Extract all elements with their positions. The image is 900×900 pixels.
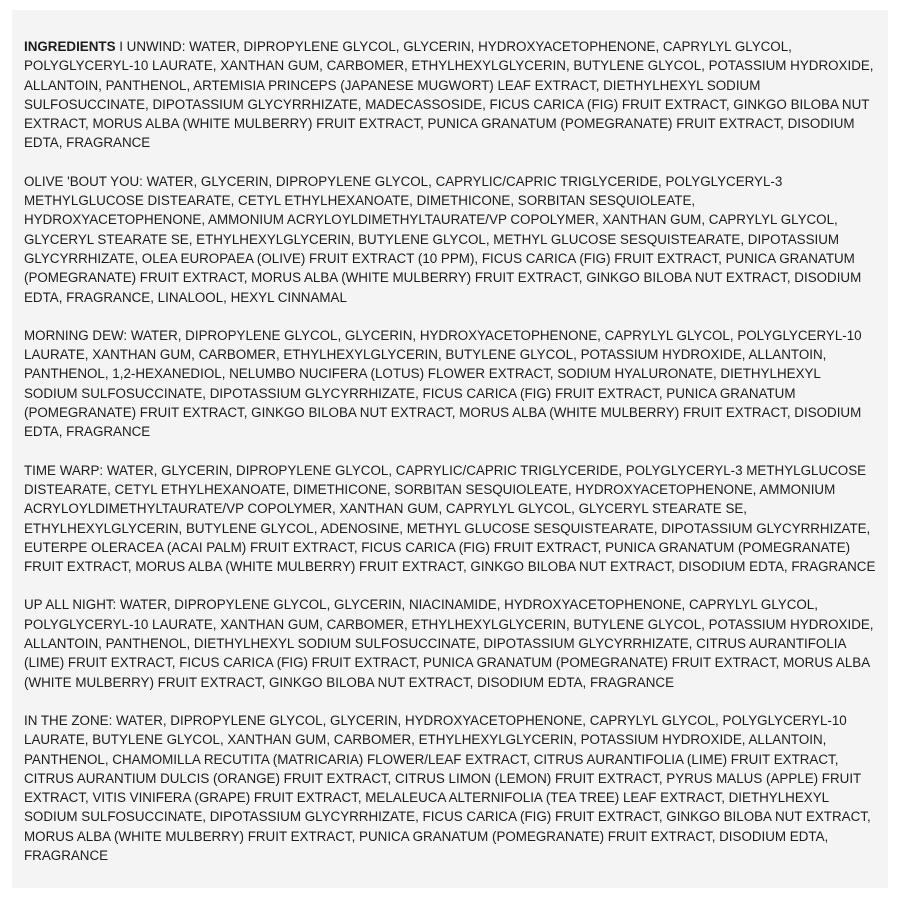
ingredients-heading: INGREDIENTS xyxy=(24,39,116,54)
ingredients-section-olive-bout-you xyxy=(24,172,876,307)
section-text-up-all-night: UP ALL NIGHT: WATER, DIPROPYLENE GLYCOL, GLYCERIN, NIACINAMIDE, HYDROXYACETOPHENONE, CAPRYLYL GLYCOL, POLYGLYCERYL-10 LAURATE, XANTHAN GUM, CARBOMER, ETHYLHEXYLGLYCERIN, BUTYLENE GLYCOL, POTASSIUM HYDROXIDE, ALLANTOIN, PANTHENOL, DIETHYLHEXYL SODIUM SULFOSUCCINATE, DIPOTASSIUM GLYCYRRHIZATE, CITRUS AURANTIFOLIA (LIME) FRUIT EXTRACT, FICUS CARICA (FIG) FRUIT EXTRACT, PUNICA GRANATUM (POMEGRANATE) FRUIT EXTRACT, MORUS ALBA (WHITE MULBERRY) FRUIT EXTRACT, GINKGO BILOBA NUT EXTRACT, DISODIUM EDTA, FRAGRANCE xyxy=(24,597,874,690)
section-text-time-warp: TIME WARP: WATER, GLYCERIN, DIPROPYLENE GLYCOL, CAPRYLIC/CAPRIC TRIGLYCERIDE, POLYGLYCERYL-3 METHYLGLUCOSE DISTEARATE, CETYL ETHYLHEXANOATE, DIMETHICONE, SORBITAN SESQUIOLEATE, HYDROXYACETOPHENONE, AMMONIUM ACRYLOYLDIMETHYLTAURATE/VP COPOLYMER, XANTHAN GUM, CAPRYLYL GLYCOL, GLYCERYL STEARATE SE, ETHYLHEXYLGLYCERIN, BUTYLENE GLYCOL, ADENOSINE, METHYL GLUCOSE SESQUISTEARATE, DIPOTASSIUM GLYCYRRHIZATE, EUTERPE OLERACEA (ACAI PALM) FRUIT EXTRACT, FICUS CARICA (FIG) FRUIT EXTRACT, PUNICA GRANATUM (POMEGRANATE) FRUIT EXTRACT, MORUS ALBA (WHITE MULBERRY) FRUIT EXTRACT, GINKGO BILOBA NUT EXTRACT, DISODIUM EDTA, FRAGRANCE xyxy=(24,462,876,575)
section-text-unwind: I UNWIND: WATER, DIPROPYLENE GLYCOL, GLYCERIN, HYDROXYACETOPHENONE, CAPRYLYL GLYCOL, POLYGLYCERYL-10 LAURATE, XANTHAN GUM, CARBOMER, ETHYLHEXYLGLYCERIN, BUTYLENE GLYCOL, POTASSIUM HYDROXIDE, ALLANTOIN, PANTHENOL, ARTEMISIA PRINCEPS (JAPANESE MUGWORT) LEAF EXTRACT, DIETHYLHEXYL SODIUM SULFOSUCCINATE, DIPOTASSIUM GLYCYRRHIZATE, MADECASSOSIDE, FICUS CARICA (FIG) FRUIT EXTRACT, GINKGO BILOBA NUT EXTRACT, MORUS ALBA (WHITE MULBERRY) FRUIT EXTRACT, PUNICA GRANATUM (POMEGRANATE) FRUIT EXTRACT, DISODIUM EDTA, FRAGRANCE xyxy=(24,39,874,151)
section-text-morning-dew: MORNING DEW: WATER, DIPROPYLENE GLYCOL, GLYCERIN, HYDROXYACETOPHENONE, CAPRYLYL GLYCOL, POLYGLYCERYL-10 LAURATE, XANTHAN GUM, CARBOMER, ETHYLHEXYLGLYCERIN, BUTYLENE GLYCOL, POTASSIUM HYDROXIDE, ALLANTOIN, PANTHENOL, 1,2-HEXANEDIOL, NELUMBO NUCIFERA (LOTUS) FLOWER EXTRACT, SODIUM HYALURONATE, DIETHYLHEXYL SODIUM SULFOSUCCINATE, DIPOTASSIUM GLYCYRRHIZATE, FICUS CARICA (FIG) FRUIT EXTRACT, PUNICA GRANATUM (POMEGRANATE) FRUIT EXTRACT, GINKGO BILOBA NUT EXTRACT, MORUS ALBA (WHITE MULBERRY) FRUIT EXTRACT, DISODIUM EDTA, FRAGRANCE xyxy=(24,327,862,440)
ingredients-section-morning-dew xyxy=(24,326,876,442)
section-text-in-the-zone: IN THE ZONE: WATER, DIPROPYLENE GLYCOL, GLYCERIN, HYDROXYACETOPHENONE, CAPRYLYL GLYCOL, POLYGLYCERYL-10 LAURATE, BUTYLENE GLYCOL, XANTHAN GUM, CARBOMER, ETHYLHEXYLGLYCERIN, POTASSIUM HYDROXIDE, ALLANTOIN, PANTHENOL, CHAMOMILLA RECUTITA (MATRICARIA) FLOWER/LEAF EXTRACT, CITRUS AURANTIFOLIA (LIME) FRUIT EXTRACT, CITRUS AURANTIUM DULCIS (ORANGE) FRUIT EXTRACT, CITRUS LIMON (LEMON) FRUIT EXTRACT, PYRUS MALUS (APPLE) FRUIT EXTRACT, VITIS VINIFERA (GRAPE) FRUIT EXTRACT, MELALEUCA ALTERNIFOLIA (TEA TREE) LEAF EXTRACT, DIETHYLHEXYL SODIUM SULFOSUCCINATE, DIPOTASSIUM GLYCYRRHIZATE, FICUS CARICA (FIG) FRUIT EXTRACT, GINKGO BILOBA NUT EXTRACT, MORUS ALBA (WHITE MULBERRY) FRUIT EXTRACT, PUNICA GRANATUM (POMEGRANATE) FRUIT EXTRACT, DISODIUM EDTA, FRAGRANCE xyxy=(24,712,871,863)
ingredients-section-up-all-night xyxy=(24,595,876,691)
section-text-olive-bout-you: OLIVE 'BOUT YOU: WATER, GLYCERIN, DIPROPYLENE GLYCOL, CAPRYLIC/CAPRIC TRIGLYCERIDE, POLYGLYCERYL-3 METHYLGLUCOSE DISTEARATE, CETYL ETHYLHEXANOATE, DIMETHICONE, SORBITAN SESQUIOLEATE, HYDROXYACETOPHENONE, AMMONIUM ACRYLOYLDIMETHYLTAURATE/VP COPOLYMER, XANTHAN GUM, CAPRYLYL GLYCOL, GLYCERYL STEARATE SE, ETHYLHEXYLGLYCERIN, BUTYLENE GLYCOL, METHYL GLUCOSE SESQUISTEARATE, DIPOTASSIUM GLYCYRRHIZATE, OLEA EUROPAEA (OLIVE) FRUIT EXTRACT (10 PPM), FICUS CARICA (FIG) FRUIT EXTRACT, PUNICA GRANATUM (POMEGRANATE) FRUIT EXTRACT, MORUS ALBA (WHITE MULBERRY) FRUIT EXTRACT, GINKGO BILOBA NUT EXTRACT, DISODIUM EDTA, FRAGRANCE, LINALOOL, HEXYL CINNAMAL xyxy=(24,173,862,305)
ingredients-section-in-the-zone xyxy=(24,711,876,865)
ingredients-panel xyxy=(12,10,888,888)
ingredients-section-unwind xyxy=(24,37,876,153)
ingredients-section-time-warp xyxy=(24,461,876,577)
